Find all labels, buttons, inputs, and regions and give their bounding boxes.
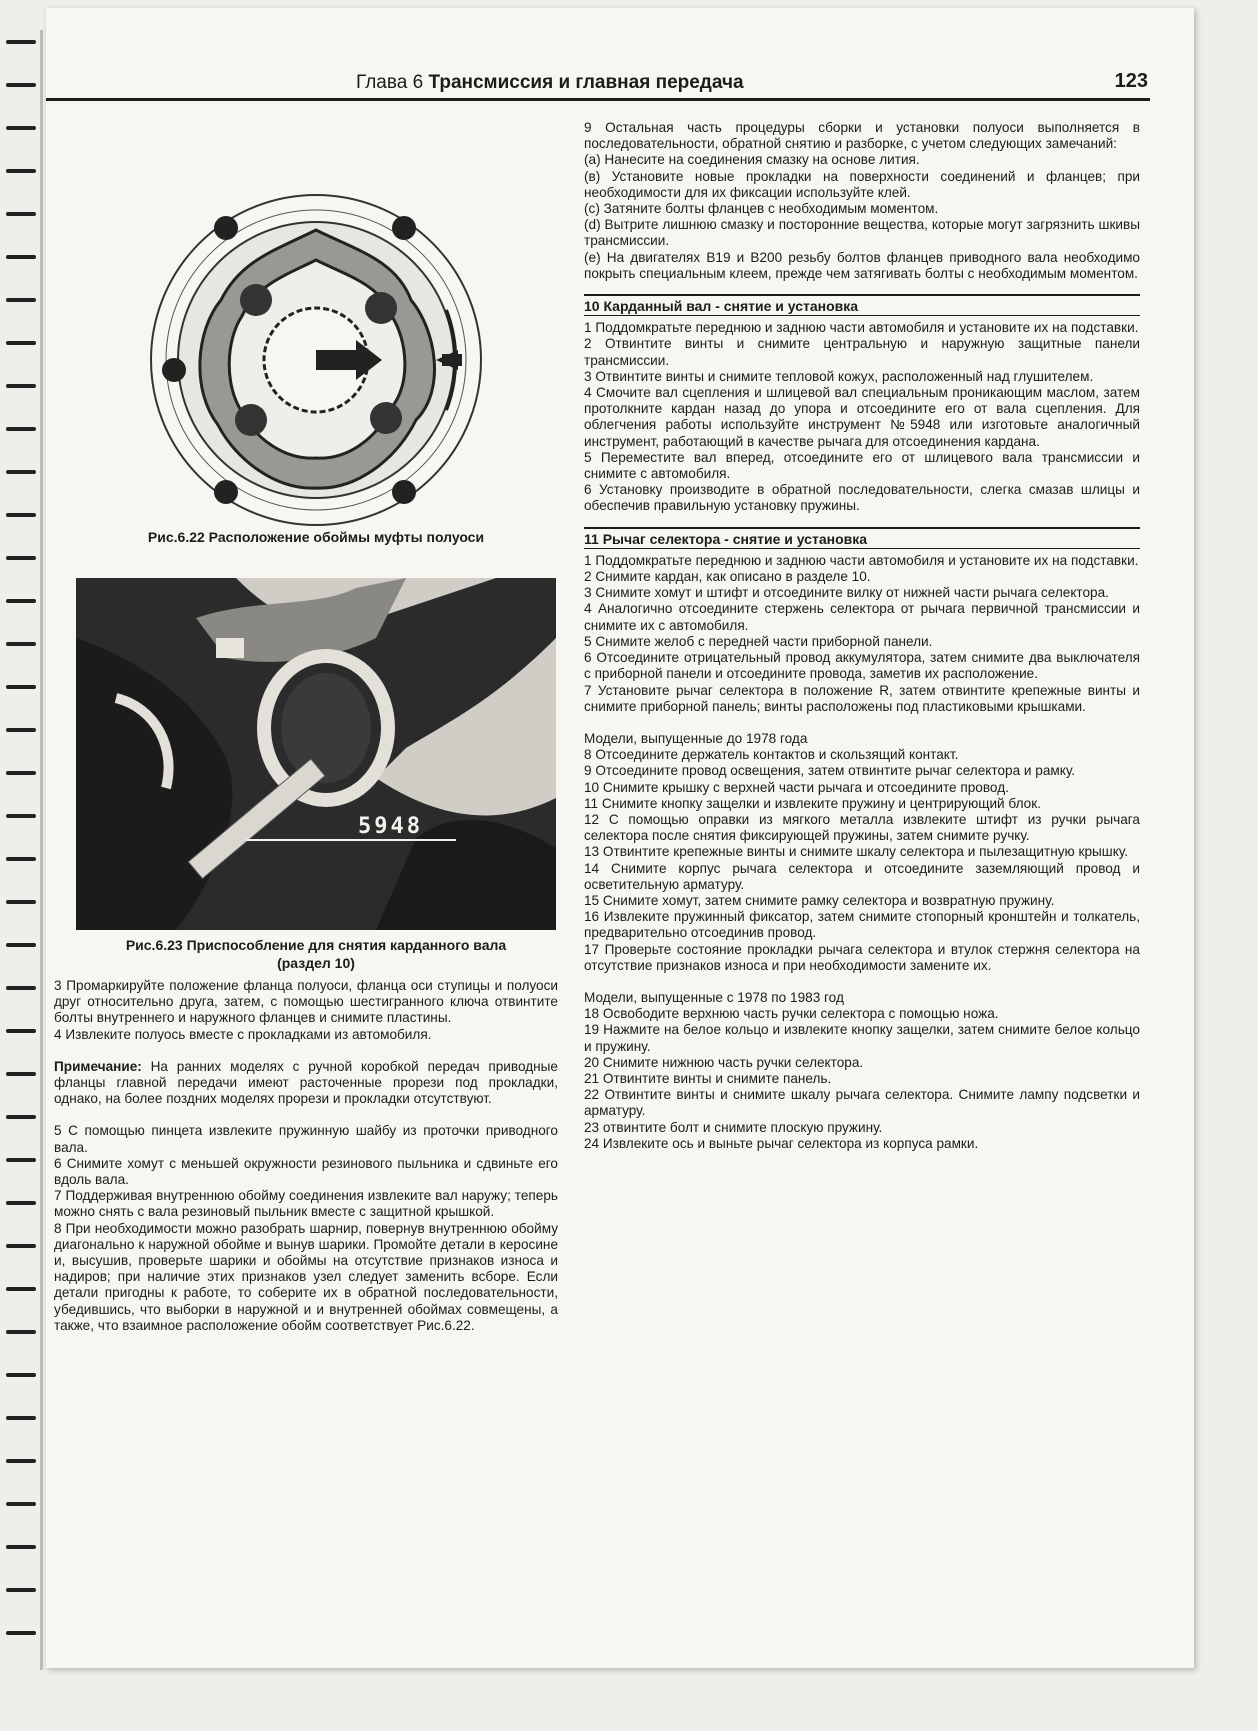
paragraph-3: 3 Промаркируйте положение фланца полуоси, фланца оси ступицы и полуоси друг относительно друга, затем, с помощью шестигранного ключа отвинтите болты внутреннего и наружного фланцев и снимите пластины. [54,978,558,1026]
binding-hole [6,1588,36,1592]
binding-hole [6,771,36,775]
binding-hole [6,642,36,646]
pre-1978-step: 16 Извлеките пружинный фиксатор, затем снимите стопорный кронштейн и толкатель, предварительно отсоединив провод. [584,909,1140,941]
note-text: На ранних моделях с ручной коробкой передач приводные фланцы главной передачи имеют расточенные прорези под прокладки, однако, на более поздних моделях прорези и прокладки отсутствуют. [54,1058,558,1107]
binding-hole [6,857,36,861]
binding-hole [6,599,36,603]
pre-1978-step: 10 Снимите крышку с верхней части рычага и отсоедините провод. [584,779,1009,795]
y1978-step: 19 Нажмите на белое кольцо и извлеките кнопку защелки, затем снимите белое кольцо и пружину. [584,1022,1140,1054]
pre-1978-step: 11 Снимите кнопку защелки и извлеките пружину и центрирующий блок. [584,795,1041,811]
section-10-step: 3 Отвинтите винты и снимите тепловой кожух, расположенный над глушителем. [584,368,1094,384]
header-rule [46,98,1150,101]
binding-hole [6,1502,36,1506]
note-label: Примечание: [54,1058,142,1074]
pre-1978-step: 14 Снимите корпус рычага селектора и отсоедините заземляющий провод и осветительную арматуру. [584,860,1140,892]
chapter-title [356,72,744,94]
paragraph-8: 8 При необходимости можно разобрать шарнир, повернув внутреннюю обойму диагонально к наружной обойме и вынув шарики. Промойте детали в керосине и, высушив, проверьте шарики и обоймы на отсутствие признаков износа и надиров; при наличие этих признаков узел следует заменить всборе. Если детали пригодны к работе, то соберите их в обратной последовательности, убедившись, что выборки в наружной и и внутренней обоймах совмещены, а также, что взаимное расположение обойм соответствует Рис.6.22. [54,1220,558,1333]
subheading-pre-1978: Модели, выпущенные до 1978 года [584,730,808,746]
binding-hole [6,255,36,259]
figure-6-22-caption: Рис.6.22 Расположение обоймы муфты полуоси [147,529,485,545]
y1978-step: 24 Извлеките ось и выньте рычаг селектора из корпуса рамки. [584,1135,979,1151]
paragraph-9c: (с) Затяните болты фланцев с необходимым моментом. [584,201,939,217]
binding-hole [6,40,36,44]
binding-hole [6,1416,36,1420]
paragraph-9a: (а) Нанесите на соединения смазку на основе лития. [584,152,920,168]
figure-6-23-caption-line2: (раздел 10) [277,955,355,971]
binding-hole [6,470,36,474]
section-10-step: 6 Установку производите в обратной последовательности, слегка смазав шлицы и обеспечив правильную установку пружины. [584,482,1140,514]
section-10-step: 2 Отвинтите винты и снимите центральную и наружную защитные панели трансмиссии. [584,336,1140,368]
paragraph-7: 7 Поддерживая внутреннюю обойму соединения извлеките вал наружу; теперь можно снять с вала резиновый пыльник вместе с защитной крышкой. [54,1188,558,1220]
section-11-step: 7 Установите рычаг селектора в положение R, затем отвинтите крепежные винты и снимите приборной панель; винты расположены под пластиковыми крышками. [584,682,1140,714]
paragraph-5: 5 С помощью пинцета извлеките пружинную шайбу из проточки приводного вала. [54,1123,558,1155]
y1978-step: 20 Снимите нижнюю часть ручки селектора. [584,1054,864,1070]
note [54,1059,558,1108]
y1978-step: 21 Отвинтите винты и снимите панель. [584,1070,832,1086]
section-11-step: 6 Отсоедините отрицательный провод аккумулятора, затем снимите два выключателя с приборной панели и отсоедините провода, заметив их расположение. [584,650,1140,682]
y1978-step: 18 Освободите верхнюю часть ручки селектора с помощью ножа. [584,1006,999,1022]
section-11-step: 4 Аналогично отсоедините стержень селектора от рычага первичной трансмиссии и снимите их с автомобиля. [584,601,1140,633]
spiral-binding [0,0,44,1731]
tool-label-5948: 5948 [358,814,423,839]
paragraph-9d: (d) Вытрите лишнюю смазку и посторонние вещества, которые могут загрязнить шкивы трансмиссии. [584,217,1140,249]
binding-hole [6,814,36,818]
binding-hole [6,1244,36,1248]
pre-1978-step: 12 С помощью оправки из мягкого металла извлеките штифт из ручки рычага селектора после снятия фиксирующей пружины, затем снимите ручку. [584,811,1140,844]
pre-1978-step: 15 Снимите хомут, затем снимите рамку селектора и возвратную пружину. [584,892,1055,908]
figure-6-22-illustration [146,190,486,530]
binding-hole [6,1287,36,1291]
paragraph-9e: (е) На двигателях В19 и В200 резьбу болтов фланцев приводного вала необходимо покрыть специальным клеем, прежде чем затягивать болты с необходимым моментом. [584,249,1140,281]
binding-hole [6,169,36,173]
section-11-step: 5 Снимите желоб с передней части приборной панели. [584,633,933,649]
binding-hole [6,728,36,732]
binding-hole [6,1330,36,1334]
binding-hole [6,1201,36,1205]
binding-hole [6,341,36,345]
y1978-step: 22 Отвинтите винты и снимите шкалу рычага селектора. Снимите лампу подсветки и арматуру. [584,1087,1140,1119]
right-column [584,120,1140,1152]
binding-hole [6,1545,36,1549]
left-column [54,978,558,1334]
paragraph-9b: (в) Установите новые прокладки на поверхности соединений и фланцев; при необходимости для их фиксации используйте клей. [584,168,1140,200]
section-11-step: 2 Снимите кардан, как описано в разделе 10. [584,569,871,585]
binding-hole [6,126,36,130]
paragraph-6: 6 Снимите хомут с меньшей окружности резинового пыльника и сдвиньте его вдоль вала. [54,1155,558,1188]
section-10-title: 10 Карданный вал - снятие и установка [584,294,1140,316]
section-10-step: 5 Переместите вал вперед, отсоедините его от шлицевого вала трансмиссии и снимите с автомобиля. [584,449,1140,482]
subheading-1978-1983: Модели, выпущенные с 1978 по 1983 год [584,989,844,1005]
binding-hole [6,1631,36,1635]
figure-6-23-photo [76,578,556,930]
pre-1978-step: 17 Проверьте состояние прокладки рычага селектора и втулок стержня селектора на отсутствие признаков износа и при необходимости замените их. [584,941,1140,973]
section-11-title: 11 Рычаг селектора - снятие и установка [584,527,1140,549]
binding-hole [6,556,36,560]
y1978-step: 23 отвинтите болт и снимите плоскую пружину. [584,1119,883,1135]
paragraph-4: 4 Извлеките полуось вместе с прокладками из автомобиля. [54,1026,432,1042]
binding-hole [6,427,36,431]
binding-hole [6,986,36,990]
chapter-name: Трансмиссия и главная передача [428,72,744,93]
pre-1978-step: 9 Отсоедините провод освещения, затем отвинтите рычаг селектора и рамку. [584,763,1076,779]
binding-hole [6,1029,36,1033]
pre-1978-step: 8 Отсоедините держатель контактов и скользящий контакт. [584,747,959,763]
binding-hole [6,212,36,216]
figure-6-23-caption [76,936,556,972]
section-11-step: 1 Поддомкратьте переднюю и заднюю части автомобиля и установите их на подставки. [584,552,1139,568]
pre-1978-step: 13 Отвинтите крепежные винты и снимите шкалу селектора и пылезащитную крышку. [584,844,1129,860]
binding-hole [6,900,36,904]
binding-hole [6,83,36,87]
chapter-prefix: Глава 6 [356,72,424,93]
page-number: 123 [1114,70,1148,92]
section-11-step: 3 Снимите хомут и штифт и отсоедините вилку от нижней части рычага селектора. [584,585,1109,601]
section-10-step: 4 Смочите вал сцепления и шлицевой вал специальным проникающим маслом, затем протолкните кардан назад до упора и отсоедините его от вала сцепления. Для облегчения работы используйте инструмент №5948 или изготовьте аналогичный инструмент, работающий в качестве рычага для отсоединения кардана. [584,385,1140,449]
binding-hole [6,298,36,302]
binding-hole [6,685,36,689]
binding-hole [6,943,36,947]
binding-hole [6,1115,36,1119]
paragraph-9-intro: 9 Остальная часть процедуры сборки и установки полуоси выполняется в последовательности, обратной снятию и разборке, с учетом следующих замечаний: [584,120,1140,152]
binding-hole [6,513,36,517]
binding-hole [6,1158,36,1162]
document-page [46,8,1194,1668]
binding-hole [6,384,36,388]
binding-hole [6,1373,36,1377]
binding-hole [6,1072,36,1076]
section-10-step: 1 Поддомкратьте переднюю и заднюю части автомобиля и установите их на подставки. [584,320,1139,336]
binding-hole [6,1459,36,1463]
figure-6-23-caption-line1: Рис.6.23 Приспособление для снятия карданного вала [125,937,507,953]
page-header [46,68,1194,98]
